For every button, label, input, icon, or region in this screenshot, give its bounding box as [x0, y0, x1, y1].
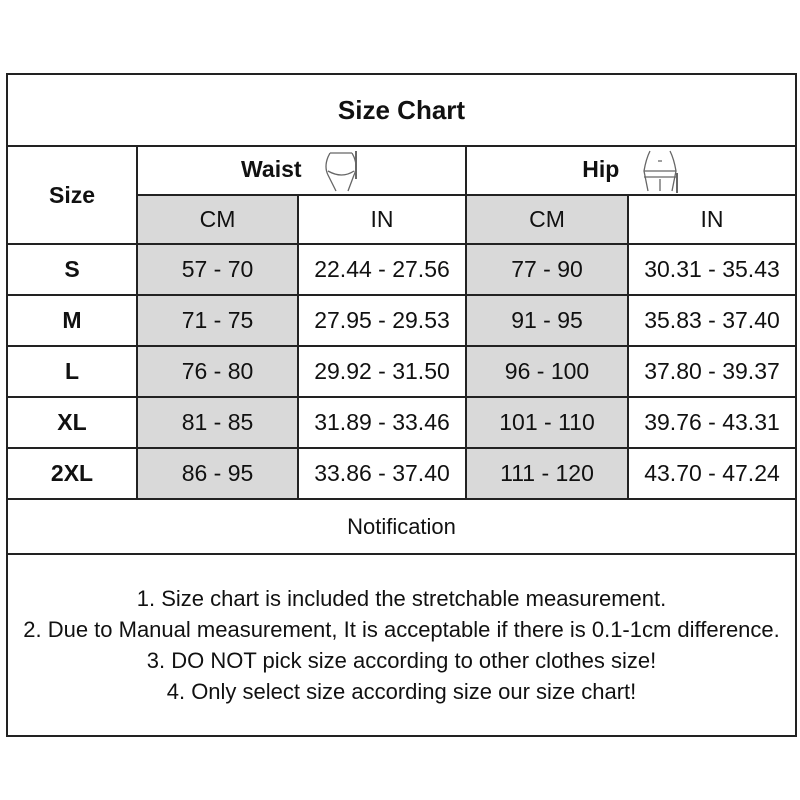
table-row	[7, 397, 796, 448]
size-cell: S	[7, 244, 137, 295]
hip-measure-icon	[640, 149, 680, 193]
size-cell: L	[7, 346, 137, 397]
waist-header	[137, 146, 466, 195]
waist-in-cell: 22.44 - 27.56	[298, 244, 466, 295]
table-row	[7, 346, 796, 397]
waist-in-cell: 31.89 - 33.46	[298, 397, 466, 448]
size-chart-table	[6, 73, 797, 737]
hip-in-cell: 30.31 - 35.43	[628, 244, 796, 295]
note-3: 3. DO NOT pick size according to other clothes size!	[146, 648, 657, 673]
note-1: 1. Size chart is included the stretchable measurement.	[136, 586, 667, 611]
hip-cm-cell: 101 - 110	[466, 397, 628, 448]
hip-cm-cell: 91 - 95	[466, 295, 628, 346]
size-header: Size	[7, 146, 137, 244]
size-cell: M	[7, 295, 137, 346]
note-2: 2. Due to Manual measurement, It is acceptable if there is 0.1-1cm difference.	[23, 617, 780, 642]
chart-title: Size Chart	[7, 74, 796, 146]
hip-in-cell: 43.70 - 47.24	[628, 448, 796, 499]
hip-in-cell: 39.76 - 43.31	[628, 397, 796, 448]
waist-in-cell: 29.92 - 31.50	[298, 346, 466, 397]
table-row	[7, 295, 796, 346]
size-cell: 2XL	[7, 448, 137, 499]
hip-header	[466, 146, 796, 195]
waist-label: Waist	[241, 155, 302, 182]
waist-cm-cell: 76 - 80	[137, 346, 298, 397]
waist-cm-cell: 57 - 70	[137, 244, 298, 295]
hip-cm-header: CM	[466, 195, 628, 244]
note-4: 4. Only select size according size our size chart!	[166, 679, 637, 704]
waist-in-cell: 33.86 - 37.40	[298, 448, 466, 499]
waist-cm-cell: 71 - 75	[137, 295, 298, 346]
hip-label: Hip	[582, 155, 620, 182]
hip-in-cell: 37.80 - 39.37	[628, 346, 796, 397]
hip-cm-cell: 111 - 120	[466, 448, 628, 499]
waist-cm-cell: 81 - 85	[137, 397, 298, 448]
notes-cell	[7, 554, 796, 736]
size-cell: XL	[7, 397, 137, 448]
hip-cm-cell: 96 - 100	[466, 346, 628, 397]
waist-in-header: IN	[298, 195, 466, 244]
table-row	[7, 244, 796, 295]
hip-cm-cell: 77 - 90	[466, 244, 628, 295]
waist-cm-header: CM	[137, 195, 298, 244]
hip-in-header: IN	[628, 195, 796, 244]
table-row	[7, 448, 796, 499]
waist-cm-cell: 86 - 95	[137, 448, 298, 499]
notification-heading: Notification	[7, 499, 796, 554]
waist-in-cell: 27.95 - 29.53	[298, 295, 466, 346]
hip-in-cell: 35.83 - 37.40	[628, 295, 796, 346]
waist-measure-icon	[322, 149, 362, 193]
